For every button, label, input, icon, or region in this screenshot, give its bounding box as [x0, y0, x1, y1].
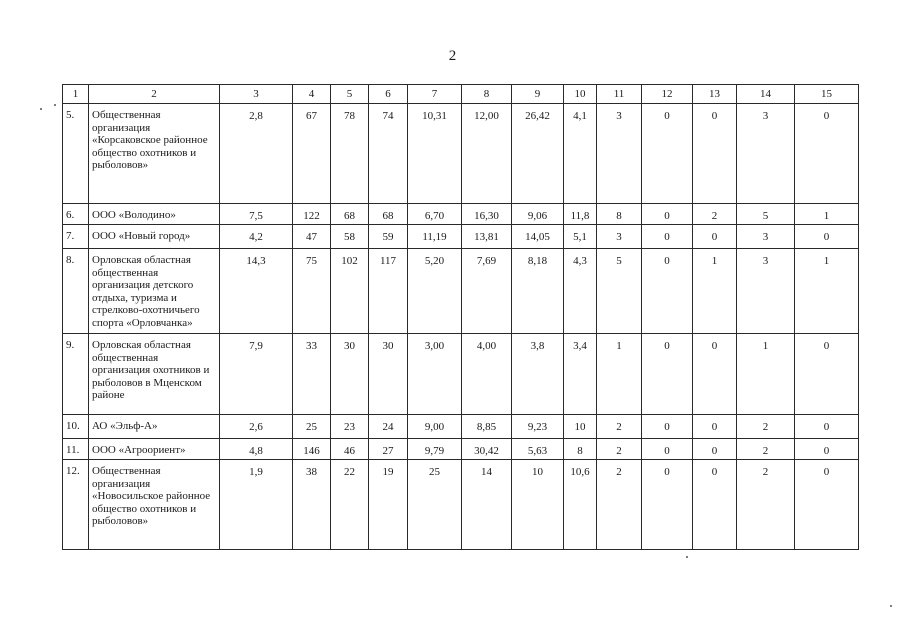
- value-cell: 13,81: [462, 225, 512, 249]
- value-cell: 0: [795, 460, 859, 550]
- value-cell: 0: [693, 334, 737, 415]
- header-cell: 3: [220, 85, 293, 104]
- value-cell: 6,70: [408, 204, 462, 225]
- value-cell: 33: [293, 334, 331, 415]
- row-number: 6.: [63, 204, 89, 225]
- row-number: 8.: [63, 249, 89, 334]
- value-cell: 1: [795, 204, 859, 225]
- value-cell: 0: [642, 334, 693, 415]
- value-cell: 68: [331, 204, 369, 225]
- value-cell: 46: [331, 439, 369, 460]
- value-cell: 47: [293, 225, 331, 249]
- value-cell: 0: [795, 225, 859, 249]
- value-cell: 7,9: [220, 334, 293, 415]
- value-cell: 0: [642, 204, 693, 225]
- value-cell: 0: [642, 415, 693, 439]
- value-cell: 12,00: [462, 104, 512, 204]
- value-cell: 0: [795, 415, 859, 439]
- value-cell: 3,00: [408, 334, 462, 415]
- value-cell: 38: [293, 460, 331, 550]
- value-cell: 10: [512, 460, 564, 550]
- value-cell: 67: [293, 104, 331, 204]
- scan-speck: [54, 104, 56, 106]
- value-cell: 10: [564, 415, 597, 439]
- value-cell: 10,31: [408, 104, 462, 204]
- value-cell: 11,19: [408, 225, 462, 249]
- value-cell: 26,42: [512, 104, 564, 204]
- row-number: 9.: [63, 334, 89, 415]
- organization-name: ООО «Агроориент»: [89, 439, 220, 460]
- value-cell: 3: [737, 249, 795, 334]
- row-number: 5.: [63, 104, 89, 204]
- value-cell: 1,9: [220, 460, 293, 550]
- value-cell: 19: [369, 460, 408, 550]
- value-cell: 9,00: [408, 415, 462, 439]
- header-cell: 6: [369, 85, 408, 104]
- header-cell: 9: [512, 85, 564, 104]
- organization-name: Орловская областная общественная организация детского отдыха, туризма и стрелково-охотничьего спорта «Орловчанка»: [89, 249, 220, 334]
- value-cell: 1: [597, 334, 642, 415]
- data-table: [62, 84, 859, 550]
- header-cell: 5: [331, 85, 369, 104]
- value-cell: 22: [331, 460, 369, 550]
- scan-speck: [40, 108, 42, 110]
- table-row: [63, 225, 859, 249]
- value-cell: 14,3: [220, 249, 293, 334]
- value-cell: 5: [597, 249, 642, 334]
- header-cell: 2: [89, 85, 220, 104]
- value-cell: 30: [369, 334, 408, 415]
- value-cell: 2,6: [220, 415, 293, 439]
- value-cell: 5,63: [512, 439, 564, 460]
- value-cell: 9,06: [512, 204, 564, 225]
- scan-speck: [890, 605, 892, 607]
- value-cell: 24: [369, 415, 408, 439]
- value-cell: 78: [331, 104, 369, 204]
- value-cell: 3: [597, 104, 642, 204]
- value-cell: 14,05: [512, 225, 564, 249]
- value-cell: 2: [597, 415, 642, 439]
- value-cell: 3: [737, 225, 795, 249]
- header-cell: 7: [408, 85, 462, 104]
- row-number: 11.: [63, 439, 89, 460]
- value-cell: 0: [693, 439, 737, 460]
- value-cell: 102: [331, 249, 369, 334]
- header-row: [63, 85, 859, 104]
- value-cell: 9,79: [408, 439, 462, 460]
- value-cell: 117: [369, 249, 408, 334]
- scan-speck: [686, 556, 688, 558]
- organization-name: АО «Эльф-А»: [89, 415, 220, 439]
- value-cell: 4,2: [220, 225, 293, 249]
- value-cell: 25: [408, 460, 462, 550]
- value-cell: 8,18: [512, 249, 564, 334]
- value-cell: 0: [693, 225, 737, 249]
- value-cell: 1: [737, 334, 795, 415]
- value-cell: 68: [369, 204, 408, 225]
- value-cell: 4,3: [564, 249, 597, 334]
- row-number: 10.: [63, 415, 89, 439]
- value-cell: 25: [293, 415, 331, 439]
- value-cell: 5: [737, 204, 795, 225]
- value-cell: 2: [737, 415, 795, 439]
- value-cell: 0: [642, 439, 693, 460]
- organization-name: ООО «Новый город»: [89, 225, 220, 249]
- value-cell: 27: [369, 439, 408, 460]
- value-cell: 7,69: [462, 249, 512, 334]
- value-cell: 2: [597, 460, 642, 550]
- value-cell: 8: [564, 439, 597, 460]
- value-cell: 0: [642, 104, 693, 204]
- value-cell: 122: [293, 204, 331, 225]
- value-cell: 3: [737, 104, 795, 204]
- organization-name: Орловская областная общественная организация охотников и рыболовов в Мценском районе: [89, 334, 220, 415]
- header-cell: 4: [293, 85, 331, 104]
- value-cell: 10,6: [564, 460, 597, 550]
- value-cell: 5,1: [564, 225, 597, 249]
- value-cell: 9,23: [512, 415, 564, 439]
- value-cell: 5,20: [408, 249, 462, 334]
- row-number: 12.: [63, 460, 89, 550]
- value-cell: 3,8: [512, 334, 564, 415]
- value-cell: 2,8: [220, 104, 293, 204]
- value-cell: 7,5: [220, 204, 293, 225]
- value-cell: 1: [795, 249, 859, 334]
- organization-name: Общественная организация «Новосильское районное общество охотников и рыболовов»: [89, 460, 220, 550]
- table-body: [63, 85, 859, 550]
- organization-name: Общественная организация «Корсаковское районное общество охотников и рыболовов»: [89, 104, 220, 204]
- value-cell: 0: [693, 104, 737, 204]
- header-cell: 1: [63, 85, 89, 104]
- header-cell: 8: [462, 85, 512, 104]
- value-cell: 1: [693, 249, 737, 334]
- organization-name: ООО «Володино»: [89, 204, 220, 225]
- value-cell: 4,8: [220, 439, 293, 460]
- value-cell: 8: [597, 204, 642, 225]
- value-cell: 30,42: [462, 439, 512, 460]
- value-cell: 0: [795, 334, 859, 415]
- value-cell: 16,30: [462, 204, 512, 225]
- value-cell: 0: [693, 415, 737, 439]
- value-cell: 59: [369, 225, 408, 249]
- value-cell: 30: [331, 334, 369, 415]
- value-cell: 3: [597, 225, 642, 249]
- value-cell: 4,1: [564, 104, 597, 204]
- value-cell: 2: [597, 439, 642, 460]
- value-cell: 0: [642, 249, 693, 334]
- value-cell: 146: [293, 439, 331, 460]
- header-cell: 12: [642, 85, 693, 104]
- header-cell: 10: [564, 85, 597, 104]
- table-row: [63, 204, 859, 225]
- header-cell: 13: [693, 85, 737, 104]
- table-row: [63, 249, 859, 334]
- value-cell: 8,85: [462, 415, 512, 439]
- value-cell: 23: [331, 415, 369, 439]
- value-cell: 2: [737, 439, 795, 460]
- value-cell: 0: [795, 439, 859, 460]
- value-cell: 0: [642, 460, 693, 550]
- value-cell: 0: [693, 460, 737, 550]
- value-cell: 4,00: [462, 334, 512, 415]
- table-row: [63, 104, 859, 204]
- table-row: [63, 460, 859, 550]
- page-number: 2: [448, 48, 457, 64]
- value-cell: 14: [462, 460, 512, 550]
- value-cell: 2: [737, 460, 795, 550]
- table-row: [63, 334, 859, 415]
- header-cell: 15: [795, 85, 859, 104]
- value-cell: 58: [331, 225, 369, 249]
- value-cell: 74: [369, 104, 408, 204]
- header-cell: 14: [737, 85, 795, 104]
- value-cell: 3,4: [564, 334, 597, 415]
- table-row: [63, 439, 859, 460]
- value-cell: 0: [642, 225, 693, 249]
- value-cell: 11,8: [564, 204, 597, 225]
- value-cell: 2: [693, 204, 737, 225]
- header-cell: 11: [597, 85, 642, 104]
- table-row: [63, 415, 859, 439]
- value-cell: 0: [795, 104, 859, 204]
- row-number: 7.: [63, 225, 89, 249]
- value-cell: 75: [293, 249, 331, 334]
